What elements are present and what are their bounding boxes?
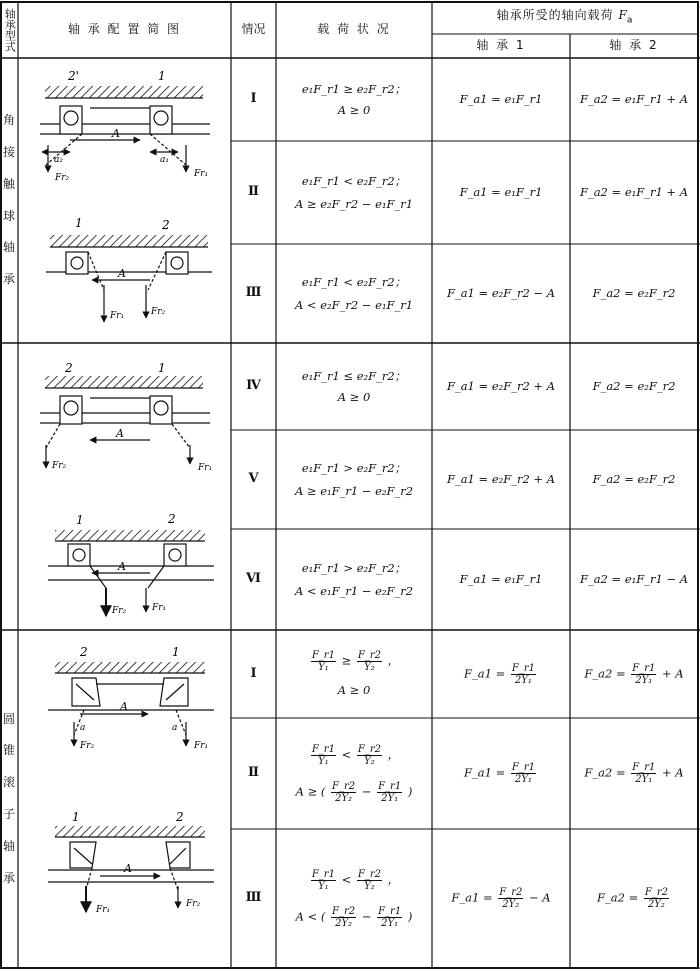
fraction-den: 2Y₁	[635, 674, 653, 686]
diagram-1-label: 1	[158, 69, 166, 83]
bearing-1-result: F_a1 = e₁F_r1	[459, 572, 543, 587]
diagram-2-label: Fr₂	[151, 307, 166, 317]
bearing-2-result: F_a2 = e₂F_r2	[592, 379, 676, 394]
diagram-4-label: A	[118, 560, 126, 573]
diagram-5-label: a	[172, 723, 178, 733]
case-number: Ⅵ	[246, 571, 261, 587]
header-axial-symbol: F	[618, 8, 627, 23]
fraction-num: F_r2	[332, 780, 356, 792]
operator: <	[341, 872, 352, 886]
group-type-char: 承	[2, 272, 15, 287]
header-load-text: 载 荷 状 况	[317, 22, 391, 37]
operator: −	[361, 784, 372, 798]
diagram-5-label: A	[120, 700, 128, 713]
diagram-4-label: 1	[76, 513, 84, 527]
bearing-2-result: F_a2 = e₂F_r2	[592, 286, 676, 301]
fraction-num: F_r1	[378, 905, 402, 917]
fraction-den: Y₁	[318, 880, 329, 892]
formula-tail: + A	[662, 765, 684, 780]
expr-part: )	[407, 909, 413, 923]
header-axial-sub: a	[626, 15, 634, 26]
diagram-2-label: A	[118, 267, 126, 280]
diagram-1-label: a₂	[54, 155, 63, 165]
operator: <	[341, 747, 352, 761]
fraction-num: F_r2	[644, 887, 668, 898]
formula-lhs: F_a1 =	[451, 890, 493, 905]
formula-lhs: F_a1 =	[464, 666, 506, 680]
diagram-6-label: A	[124, 862, 132, 875]
fraction-num: F_r2	[357, 868, 381, 880]
load-condition-line: e₁F_r1 ≥ e₂F_r2；	[301, 81, 407, 96]
group-type-char: 角	[2, 113, 15, 128]
group-type-char: 轴	[2, 240, 15, 255]
fraction-den: 2Y₂	[335, 917, 353, 929]
fraction-den: 2Y₂	[502, 899, 520, 910]
fraction-den: Y₂	[364, 662, 375, 674]
fraction-num: F_r2	[332, 905, 356, 917]
fraction-num: F_r1	[311, 743, 335, 755]
fraction-den: Y₁	[318, 662, 329, 674]
bearing-1-result: F_a1 = e₂F_r2 − A	[446, 286, 556, 301]
group-type-char: 子	[2, 807, 15, 821]
load-condition-line: A ≥ 0	[337, 389, 371, 404]
case-number: Ⅲ	[245, 890, 262, 906]
load-condition-line: A ≥ 0	[337, 683, 371, 698]
fraction-num: F_r1	[511, 662, 535, 674]
expr-part: A < (	[295, 909, 326, 923]
fraction-den: Y₂	[364, 755, 375, 767]
fraction-num: F_r1	[511, 762, 535, 773]
diagram-5-label: Fr₁	[194, 741, 209, 751]
diagram-3-label: 2	[65, 361, 73, 375]
fraction-den: 2Y₁	[635, 774, 653, 785]
bearing-1-result: F_a1 = e₂F_r2 + A	[446, 379, 556, 394]
fraction-den: Y₁	[318, 755, 329, 767]
operator: −	[361, 909, 372, 923]
case-number: Ⅰ	[250, 91, 257, 107]
diagram-4-label: Fr₂	[112, 606, 127, 616]
separator: ，	[387, 747, 400, 761]
bearing-2-result: F_a2 = e₁F_r1 − A	[579, 572, 689, 587]
load-condition-line: e₁F_r1 < e₂F_r2；	[301, 274, 407, 289]
diagram-6-label: Fr₁	[96, 905, 111, 915]
diagram-6-label: 2	[176, 810, 184, 824]
diagram-2-label: 1	[75, 216, 83, 230]
group-type-char: 球	[2, 208, 15, 223]
load-condition-line: A < e₂F_r2 − e₁F_r1	[294, 297, 414, 312]
bearing-2-result: F_a2 = e₂F_r2	[592, 472, 676, 487]
case-number: Ⅴ	[248, 471, 259, 487]
formula-tail: − A	[529, 890, 551, 905]
load-condition-line: e₁F_r1 < e₂F_r2；	[301, 173, 407, 188]
fraction-den: 2Y₁	[381, 792, 399, 804]
case-number: Ⅰ	[250, 665, 257, 681]
fraction-num: F_r2	[499, 887, 523, 898]
diagram-5	[48, 662, 214, 746]
expr-part: A ≥ (	[295, 784, 326, 798]
fraction-num: F_r2	[357, 743, 381, 755]
diagram-3	[40, 376, 210, 468]
load-condition-line: A ≥ e₁F_r1 − e₂F_r2	[294, 483, 414, 498]
group-type-char: 圆	[2, 711, 15, 726]
bearing-2-result: F_a2 = e₁F_r1 + A	[579, 92, 689, 107]
diagram-4-label: Fr₁	[152, 603, 167, 613]
load-condition-line: e₁F_r1 > e₂F_r2；	[301, 460, 407, 475]
fraction-num: F_r1	[632, 762, 656, 773]
bearing-2-result: F_a2 = e₁F_r1 + A	[579, 185, 689, 200]
load-condition-line: A ≥ e₂F_r2 − e₁F_r1	[294, 196, 414, 211]
diagram-6-label: Fr₂	[186, 899, 201, 909]
bearing-1-result: F_a1 = e₁F_r1	[459, 185, 543, 200]
fraction-num: F_r1	[311, 650, 335, 662]
bearing-1-result: F_a1 = e₁F_r1	[459, 92, 543, 107]
formula-lhs: F_a2 =	[597, 890, 639, 905]
fraction-den: 2Y₂	[647, 899, 665, 910]
fraction-den: 2Y₂	[335, 792, 353, 804]
header-bearing-2-text: 轴 承 2	[609, 38, 659, 53]
diagram-3-label: Fr₂	[52, 461, 67, 471]
case-number: Ⅳ	[246, 378, 261, 394]
diagram-1-label: Fr₂	[55, 173, 70, 183]
fraction-den: 2Y₁	[514, 774, 532, 785]
fraction-den: Y₂	[364, 880, 375, 892]
load-condition-line: A < e₁F_r1 − e₂F_r2	[294, 583, 414, 598]
header-diagram-text: 轴 承 配 置 简 图	[67, 22, 182, 37]
load-condition-line: e₁F_r1 ≤ e₂F_r2；	[301, 368, 407, 383]
load-condition-line: A ≥ 0	[337, 102, 371, 117]
diagram-2	[46, 235, 212, 322]
separator: ，	[387, 653, 400, 668]
header-axial-text: 轴承所受的轴向载荷	[496, 8, 614, 23]
formula-lhs: F_a1 =	[464, 765, 506, 780]
fraction-num: F_r1	[632, 662, 656, 674]
diagram-3-label: Fr₁	[198, 463, 213, 473]
operator: ≥	[341, 653, 352, 668]
diagram-1-label: 2'	[68, 69, 79, 83]
diagram-5-label: 1	[172, 645, 180, 659]
diagram-5-label: Fr₂	[80, 741, 95, 751]
fraction-num: F_r1	[378, 780, 402, 792]
case-number: Ⅲ	[245, 285, 262, 301]
diagram-2-label: 2	[162, 218, 170, 232]
header-case-text: 情况	[241, 22, 266, 37]
diagram-4	[48, 530, 214, 616]
diagram-5-label: a	[80, 723, 86, 733]
diagram-5-label: 2	[80, 645, 88, 659]
group-type-char: 滚	[2, 775, 15, 790]
header-bearing-1-text: 轴 承 1	[476, 38, 526, 53]
diagram-4-label: 2	[168, 512, 176, 526]
diagram-1-label: a₁	[160, 155, 169, 165]
expr-part: )	[407, 784, 413, 798]
group-type-char: 接	[2, 144, 15, 159]
diagram-6-label: 1	[72, 810, 80, 824]
fraction-num: F_r2	[357, 650, 381, 662]
case-number: Ⅱ	[248, 765, 259, 781]
diagram-1	[40, 86, 210, 172]
case-number: Ⅱ	[248, 184, 259, 200]
header-bearing-type-text: 轴承型式	[3, 8, 17, 52]
group-type-char: 轴	[2, 838, 15, 853]
diagram-1-label: Fr₁	[194, 169, 209, 179]
formula-lhs: F_a2 =	[584, 666, 626, 680]
load-condition-line: e₁F_r1 > e₂F_r2；	[301, 560, 407, 575]
fraction-den: 2Y₁	[381, 917, 399, 929]
diagram-1-label: A	[112, 127, 120, 140]
group-type-char: 承	[2, 870, 15, 885]
diagram-3-label: A	[116, 427, 124, 440]
separator: ，	[387, 872, 400, 886]
bearing-1-result: F_a1 = e₂F_r2 + A	[446, 472, 556, 487]
diagram-3-label: 1	[158, 361, 166, 375]
fraction-num: F_r1	[311, 868, 335, 880]
formula-tail: + A	[662, 666, 684, 680]
formula-lhs: F_a2 =	[584, 765, 626, 780]
fraction-den: 2Y₁	[514, 674, 532, 686]
diagram-2-label: Fr₁	[110, 311, 125, 321]
group-type-char: 锥	[2, 743, 15, 758]
group-type-char: 触	[2, 176, 15, 191]
